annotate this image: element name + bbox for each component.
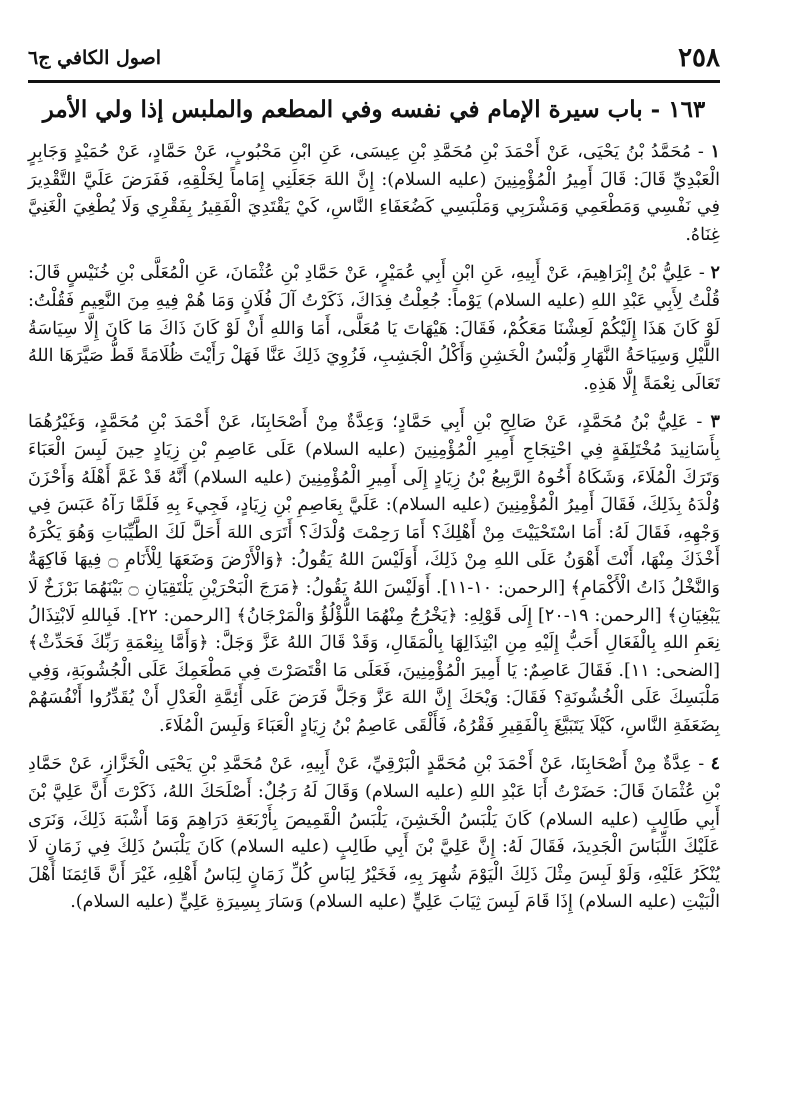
hadith-number: ٣: [710, 411, 720, 433]
hadith-3: ٣ - عَلِيُّ بْنُ مُحَمَّدٍ، عَنْ صَالِحِ بْنِ أَبِي حَمَّادٍ؛ وَعِدَّةٌ مِنْ أَصْحَابِنَا، عَنْ أَحْمَدَ بْنِ مُحَمَّدٍ، وَغَيْرُهُمَا بِأَسَانِيدَ مُخْتَلِفَةٍ فِي احْتِجَاجِ أَمِيرِ الْمُؤْمِنِينَ (عليه السلام) عَلَى عَاصِمِ بْنِ زِيَادٍ حِينَ لَبِسَ الْعَبَاءَ وَتَرَكَ الْمُلَاءَ، وَشَكَاهُ أَخُوهُ الرَّبِيعُ بْنُ زِيَادٍ إِلَى أَمِيرِ الْمُؤْمِنِينَ (عليه السلام) أَنَّهُ قَدْ غَمَّ أَهْلَهُ وَأَحْزَنَ وُلْدَهُ بِذَلِكَ، فَقَالَ أَمِيرُ الْمُؤْمِنِينَ (عليه السلام): عَلَيَّ بِعَاصِمِ بْنِ زِيَادٍ، فَجِيءَ بِهِ فَلَمَّا رَآهُ عَبَسَ فِي وَجْهِهِ، فَقَالَ لَهُ: أَمَا اسْتَحْيَيْتَ مِنْ أَهْلِكَ؟ أَمَا رَحِمْتَ وُلْدَكَ؟ أَتَرَى اللهَ أَحَلَّ لَكَ الطَّيِّبَاتِ وَهُوَ يَكْرَهُ أَخْذَكَ مِنْهَا، أَنْتَ أَهْوَنُ عَلَى اللهِ مِنْ ذَلِكَ، أَوَلَيْسَ اللهُ يَقُولُ: ﴿وَالْأَرْضَ وَضَعَهَا لِلْأَنَامِ ۝ فِيهَا فَاكِهَةٌ وَالنَّخْلُ ذَاتُ الْأَكْمَامِ﴾ [الرحمن: ١٠-١١]. أَوَلَيْسَ اللهُ يَقُولُ: ﴿مَرَجَ الْبَحْرَيْنِ يَلْتَقِيَانِ ۝ بَيْنَهُمَا بَرْزَخٌ لَا يَبْغِيَانِ﴾ [الرحمن: ١٩-٢٠] إِلَى قَوْلِهِ: ﴿يَخْرُجُ مِنْهُمَا اللُّؤْلُؤُ وَالْمَرْجَانُ﴾ [الرحمن: ٢٢]. فَبِاللهِ لَابْتِذَالُ نِعَمِ اللهِ بِالْفَعَالِ أَحَبُّ إِلَيْهِ مِنِ ابْتِذَالِهَا بِالْمَقَالِ، وَقَدْ قَالَ اللهُ عَزَّ وَجَلَّ: ﴿وَأَمَّا بِنِعْمَةِ رَبِّكَ فَحَدِّثْ﴾ [الضحى: ١١]. فَقَالَ عَاصِمٌ: يَا أَمِيرَ الْمُؤْمِنِينَ، فَعَلَى مَا اقْتَصَرْتَ فِي مَطْعَمِكَ عَلَى الْجُشُوبَةِ، وَفِي مَلْبَسِكَ عَلَى الْخُشُونَةِ؟ فَقَالَ: وَيْحَكَ إِنَّ اللهَ عَزَّ وَجَلَّ فَرَضَ عَلَى أَئِمَّةِ الْعَدْلِ أَنْ يُقَدِّرُوا أَنْفُسَهُمْ بِضَعَفَةِ النَّاسِ، كَيْلَا يَتَبَيَّغَ بِالْفَقِيرِ فَقْرُهُ، فَأَلْقَى عَاصِمُ بْنُ زِيَادٍ الْعَبَاءَ وَلَبِسَ الْمُلَاءَ.: [28, 411, 720, 736]
book-title: اصول الكافي ج٦: [28, 47, 162, 69]
hadith-text: عَلِيُّ بْنُ إِبْرَاهِيمَ، عَنْ أَبِيهِ، عَنِ ابْنِ أَبِي عُمَيْرٍ، عَنْ حَمَّادِ بْنِ عُثْمَانَ، عَنِ الْمُعَلَّى بْنِ خُنَيْسٍ قَالَ: قُلْتُ لِأَبِي عَبْدِ اللهِ (عليه السلام) يَوْماً: جُعِلْتُ فِدَاكَ، ذَكَرْتُ آلَ فُلَانٍ وَمَا هُمْ فِيهِ مِنَ النَّعِيمِ فَقُلْتُ: لَوْ كَانَ هَذَا إِلَيْكُمْ لَعِشْنَا مَعَكُمْ، فَقَالَ: هَيْهَاتَ يَا مُعَلَّى، أَمَا وَاللهِ أَنْ لَوْ كَانَ ذَاكَ مَا كَانَ إِلَّا سِيَاسَةُ اللَّيْلِ وَسِيَاحَةُ النَّهَارِ وَلُبْسُ الْخَشِنِ وَأَكْلُ الْجَشِبِ، فَزُوِيَ ذَلِكَ عَنَّا فَهَلْ رَأَيْتَ ظُلَامَةً قَطُّ صَيَّرَهَا اللهُ تَعَالَى نِعْمَةً إِلَّا هَذِهِ.: [28, 263, 720, 394]
page-number: ٢٥٨: [678, 43, 720, 73]
hadith-text: عِدَّةٌ مِنْ أَصْحَابِنَا، عَنْ أَحْمَدَ بْنِ مُحَمَّدٍ الْبَرْقِيِّ، عَنْ أَبِيهِ، عَنْ مُحَمَّدِ بْنِ يَحْيَى الْخَزَّازِ، عَنْ حَمَّادِ بْنِ عُثْمَانَ قَالَ: حَضَرْتُ أَبَا عَبْدِ اللهِ (عليه السلام) وَقَالَ لَهُ رَجُلٌ: أَصْلَحَكَ اللهُ، ذَكَرْتَ أَنَّ عَلِيَّ بْنَ أَبِي طَالِبٍ (عليه السلام) كَانَ يَلْبَسُ الْخَشِنَ، يَلْبَسُ الْقَمِيصَ بِأَرْبَعَةِ دَرَاهِمَ وَمَا أَشْبَهَ ذَلِكَ، وَنَرَى عَلَيْكَ اللِّبَاسَ الْجَدِيدَ، فَقَالَ لَهُ: إِنَّ عَلِيَّ بْنَ أَبِي طَالِبٍ (عليه السلام) كَانَ يَلْبَسُ ذَلِكَ فِي زَمَانٍ لَا يُنْكَرُ عَلَيْهِ، وَلَوْ لَبِسَ مِثْلَ ذَلِكَ الْيَوْمَ شُهِرَ بِهِ، فَخَيْرُ لِبَاسِ كُلِّ زَمَانٍ لِبَاسُ أَهْلِهِ، غَيْرَ أَنَّ قَائِمَنَا أَهْلَ الْبَيْتِ (عليه السلام) إِذَا قَامَ لَبِسَ ثِيَابَ عَلِيٍّ (عليه السلام) وَسَارَ بِسِيرَةِ عَلِيٍّ (عليه السلام).: [28, 754, 720, 913]
hadith-4: ٤ - عِدَّةٌ مِنْ أَصْحَابِنَا، عَنْ أَحْمَدَ بْنِ مُحَمَّدٍ الْبَرْقِيِّ، عَنْ أَبِيهِ، عَنْ مُحَمَّدِ بْنِ يَحْيَى الْخَزَّازِ، عَنْ حَمَّادِ بْنِ عُثْمَانَ قَالَ: حَضَرْتُ أَبَا عَبْدِ اللهِ (عليه السلام) وَقَالَ لَهُ رَجُلٌ: أَصْلَحَكَ اللهُ، ذَكَرْتَ أَنَّ عَلِيَّ بْنَ أَبِي طَالِبٍ (عليه السلام) كَانَ يَلْبَسُ الْخَشِنَ، يَلْبَسُ الْقَمِيصَ بِأَرْبَعَةِ دَرَاهِمَ وَمَا أَشْبَهَ ذَلِكَ، وَنَرَى عَلَيْكَ اللِّبَاسَ الْجَدِيدَ، فَقَالَ لَهُ: إِنَّ عَلِيَّ بْنَ أَبِي طَالِبٍ (عليه السلام) كَانَ يَلْبَسُ ذَلِكَ فِي زَمَانٍ لَا يُنْكَرُ عَلَيْهِ، وَلَوْ لَبِسَ مِثْلَ ذَلِكَ الْيَوْمَ شُهِرَ بِهِ، فَخَيْرُ لِبَاسِ كُلِّ زَمَانٍ لِبَاسُ أَهْلِهِ، غَيْرَ أَنَّ قَائِمَنَا أَهْلَ الْبَيْتِ (عليه السلام) إِذَا قَامَ لَبِسَ ثِيَابَ عَلِيٍّ (عليه السلام) وَسَارَ بِسِيرَةِ عَلِيٍّ (عليه السلام).: [28, 753, 721, 913]
hadith-text: مُحَمَّدُ بْنُ يَحْيَى، عَنْ أَحْمَدَ بْنِ مُحَمَّدِ بْنِ عِيسَى، عَنِ ابْنِ مَحْبُوبٍ، عَنْ حَمَّادٍ، عَنْ حُمَيْدٍ وَجَابِرٍ الْعَبْدِيِّ قَالَ: قَالَ أَمِيرُ الْمُؤْمِنِينَ (عليه السلام): إِنَّ اللهَ جَعَلَنِي إِمَاماً لِخَلْقِهِ، فَفَرَضَ عَلَيَّ التَّقْدِيرَ فِي نَفْسِي وَمَطْعَمِي وَمَشْرَبِي وَمَلْبَسِي كَضُعَفَاءِ النَّاسِ، كَيْ يَقْتَدِيَ الْفَقِيرُ بِفَقْرِي وَلَا يُطْغِيَ الْغَنِيَّ غِنَاهُ.: [28, 142, 720, 245]
chapter-title: ١٦٣ - باب سيرة الإمام في نفسه وفي المطعم والملبس إذا ولي الأمر: [42, 96, 706, 123]
page-body: [28, 138, 720, 1085]
hadith-number: ١: [710, 141, 720, 162]
hadith-text: عَلِيُّ بْنُ مُحَمَّدٍ، عَنْ صَالِحِ بْنِ أَبِي حَمَّادٍ؛ وَعِدَّةٌ مِنْ أَصْحَابِنَا، عَنْ أَحْمَدَ بْنِ مُحَمَّدٍ، وَغَيْرُهُمَا بِأَسَانِيدَ مُخْتَلِفَةٍ فِي احْتِجَاجِ أَمِيرِ الْمُؤْمِنِينَ (عليه السلام) عَلَى عَاصِمِ بْنِ زِيَادٍ حِينَ لَبِسَ الْعَبَاءَ وَتَرَكَ الْمُلَاءَ، وَشَكَاهُ أَخُوهُ الرَّبِيعُ بْنُ زِيَادٍ إِلَى أَمِيرِ الْمُؤْمِنِينَ (عليه السلام) أَنَّهُ قَدْ غَمَّ أَهْلَهُ وَأَحْزَنَ وُلْدَهُ بِذَلِكَ، فَقَالَ أَمِيرُ الْمُؤْمِنِينَ (عليه السلام): عَلَيَّ بِعَاصِمِ بْنِ زِيَادٍ، فَجِيءَ بِهِ فَلَمَّا رَآهُ عَبَسَ فِي وَجْهِهِ، فَقَالَ لَهُ: أَمَا اسْتَحْيَيْتَ مِنْ أَهْلِكَ؟ أَمَا رَحِمْتَ وُلْدَكَ؟ أَتَرَى اللهَ أَحَلَّ لَكَ الطَّيِّبَاتِ وَهُوَ يَكْرَهُ أَخْذَكَ مِنْهَا، أَنْتَ أَهْوَنُ عَلَى اللهِ مِنْ ذَلِكَ، أَوَلَيْسَ اللهُ يَقُولُ: ﴿وَالْأَرْضَ وَضَعَهَا لِلْأَنَامِ ۝ فِيهَا فَاكِهَةٌ وَالنَّخْلُ ذَاتُ الْأَكْمَامِ﴾ [الرحمن: ١٠-١١]. أَوَلَيْسَ اللهُ يَقُولُ: ﴿مَرَجَ الْبَحْرَيْنِ يَلْتَقِيَانِ ۝ بَيْنَهُمَا بَرْزَخٌ لَا يَبْغِيَانِ﴾ [الرحمن: ١٩-٢٠] إِلَى قَوْلِهِ: ﴿يَخْرُجُ مِنْهُمَا اللُّؤْلُؤُ وَالْمَرْجَانُ﴾ [الرحمن: ٢٢]. فَبِاللهِ لَابْتِذَالُ نِعَمِ اللهِ بِالْفَعَالِ أَحَبُّ إِلَيْهِ مِنِ ابْتِذَالِهَا بِالْمَقَالِ، وَقَدْ قَالَ اللهُ عَزَّ وَجَلَّ: ﴿وَأَمَّا بِنِعْمَةِ رَبِّكَ فَحَدِّثْ﴾ [الضحى: ١١]. فَقَالَ عَاصِمٌ: يَا أَمِيرَ الْمُؤْمِنِينَ، فَعَلَى مَا اقْتَصَرْتَ فِي مَطْعَمِكَ عَلَى الْجُشُوبَةِ، وَفِي مَلْبَسِكَ عَلَى الْخُشُونَةِ؟ فَقَالَ: وَيْحَكَ إِنَّ اللهَ عَزَّ وَجَلَّ فَرَضَ عَلَى أَئِمَّةِ الْعَدْلِ أَنْ يُقَدِّرُوا أَنْفُسَهُمْ بِضَعَفَةِ النَّاسِ، كَيْلَا يَتَبَيَّغَ بِالْفَقِيرِ فَقْرُهُ، فَأَلْقَى عَاصِمُ بْنُ زِيَادٍ الْعَبَاءَ وَلَبِسَ الْمُلَاءَ.: [28, 412, 720, 736]
running-head: [28, 38, 720, 78]
header-rule: [28, 80, 720, 83]
hadith-1: ١ - مُحَمَّدُ بْنُ يَحْيَى، عَنْ أَحْمَدَ بْنِ مُحَمَّدِ بْنِ عِيسَى، عَنِ ابْنِ مَحْبُوبٍ، عَنْ حَمَّادٍ، عَنْ حُمَيْدٍ وَجَابِرٍ الْعَبْدِيِّ قَالَ: قَالَ أَمِيرُ الْمُؤْمِنِينَ (عليه السلام): إِنَّ اللهَ جَعَلَنِي إِمَاماً لِخَلْقِهِ، فَفَرَضَ عَلَيَّ التَّقْدِيرَ فِي نَفْسِي وَمَطْعَمِي وَمَشْرَبِي وَمَلْبَسِي كَضُعَفَاءِ النَّاسِ، كَيْ يَقْتَدِيَ الْفَقِيرُ بِفَقْرِي وَلَا يُطْغِيَ الْغَنِيَّ غِنَاهُ.: [28, 141, 720, 245]
hadith-2: ٢ - عَلِيُّ بْنُ إِبْرَاهِيمَ، عَنْ أَبِيهِ، عَنِ ابْنِ أَبِي عُمَيْرٍ، عَنْ حَمَّادِ بْنِ عُثْمَانَ، عَنِ الْمُعَلَّى بْنِ خُنَيْسٍ قَالَ: قُلْتُ لِأَبِي عَبْدِ اللهِ (عليه السلام) يَوْماً: جُعِلْتُ فِدَاكَ، ذَكَرْتُ آلَ فُلَانٍ وَمَا هُمْ فِيهِ مِنَ النَّعِيمِ فَقُلْتُ: لَوْ كَانَ هَذَا إِلَيْكُمْ لَعِشْنَا مَعَكُمْ، فَقَالَ: هَيْهَاتَ يَا مُعَلَّى، أَمَا وَاللهِ أَنْ لَوْ كَانَ ذَاكَ مَا كَانَ إِلَّا سِيَاسَةُ اللَّيْلِ وَسِيَاحَةُ النَّهَارِ وَلُبْسُ الْخَشِنِ وَأَكْلُ الْجَشِبِ، فَزُوِيَ ذَلِكَ عَنَّا فَهَلْ رَأَيْتَ ظُلَامَةً قَطُّ صَيَّرَهَا اللهُ تَعَالَى نِعْمَةً إِلَّا هَذِهِ.: [28, 262, 720, 394]
hadith-number: ٤: [710, 753, 721, 775]
hadith-number: ٢: [710, 262, 720, 284]
